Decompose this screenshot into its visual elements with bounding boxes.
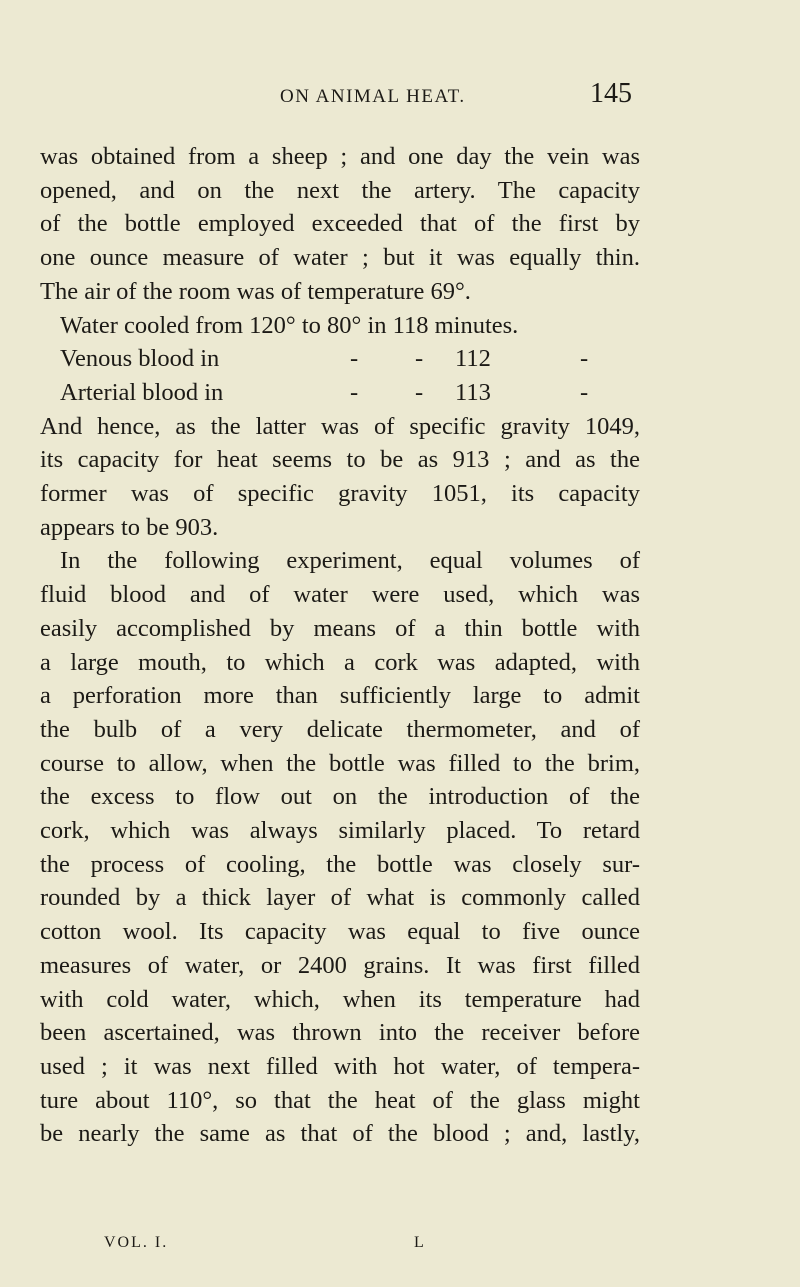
table-row-venous <box>40 342 640 376</box>
water-cooling-line: Water cooled from 120° to 80° in 118 minutes. <box>60 311 519 339</box>
text-line: measures of water, or 2400 grains. It was first filled <box>40 951 640 979</box>
row-label: Arterial blood in <box>60 378 224 406</box>
row-dash: - <box>350 378 359 406</box>
gathering-signature: L <box>414 1234 424 1251</box>
text-line: the excess to flow out on the introduction of the <box>40 783 640 811</box>
text-line: appears to be 903. <box>40 513 219 541</box>
running-head: ON ANIMAL HEAT. <box>280 86 466 107</box>
text-line: fluid blood and of water were used, which was <box>40 581 640 609</box>
text-line: the process of cooling, the bottle was closely sur- <box>40 850 640 878</box>
text-line: easily accomplished by means of a thin bottle with <box>40 614 640 642</box>
row-dash: - <box>415 378 424 406</box>
text-line: rounded by a thick layer of what is commonly called <box>40 884 640 912</box>
text-line: of the bottle employed exceeded that of the first by <box>40 210 640 238</box>
table-row-arterial <box>40 376 640 410</box>
row-value: 113 <box>455 378 491 406</box>
body-text <box>40 140 640 1151</box>
row-value: 112 <box>455 345 491 373</box>
text-line: was obtained from a sheep ; and one day the vein was <box>40 143 640 170</box>
text-line: a perforation more than sufficiently large to admit <box>40 682 640 710</box>
text-line: the bulb of a very delicate thermometer, and of <box>40 715 640 743</box>
text-line: used ; it was next filled with hot water, of tempera- <box>40 1052 640 1080</box>
volume-signature: VOL. I. <box>104 1234 169 1251</box>
row-dash: - <box>415 345 424 373</box>
text-line: cork, which was always similarly placed. To retard <box>40 817 640 845</box>
text-line: its capacity for heat seems to be as 913 ; and as the <box>40 446 640 474</box>
text-line: one ounce measure of water ; but it was equally thin. <box>40 244 640 272</box>
text-line: And hence, as the latter was of specific gravity 1049, <box>40 412 640 440</box>
row-label: Venous blood in <box>60 345 220 373</box>
row-dash: - <box>580 378 589 406</box>
text-line: In the following experiment, equal volumes of <box>60 547 640 575</box>
text-line: course to allow, when the bottle was filled to the brim, <box>40 749 640 777</box>
text-line: cotton wool. Its capacity was equal to five ounce <box>40 918 640 946</box>
text-line: The air of the room was of temperature 69°. <box>40 277 471 305</box>
row-dash: - <box>350 345 359 373</box>
text-line: opened, and on the next the artery. The capacity <box>40 176 640 204</box>
text-line: be nearly the same as that of the blood ; and, lastly, <box>40 1120 640 1148</box>
text-line: ture about 110°, so that the heat of the glass might <box>40 1086 640 1114</box>
text-line: former was of specific gravity 1051, its capacity <box>40 480 640 507</box>
page-number: 145 <box>590 78 632 109</box>
row-dash: - <box>580 345 589 373</box>
text-line: with cold water, which, when its temperature had <box>40 985 640 1013</box>
text-line: a large mouth, to which a cork was adapted, with <box>40 648 640 676</box>
text-line: been ascertained, was thrown into the receiver before <box>40 1019 640 1047</box>
